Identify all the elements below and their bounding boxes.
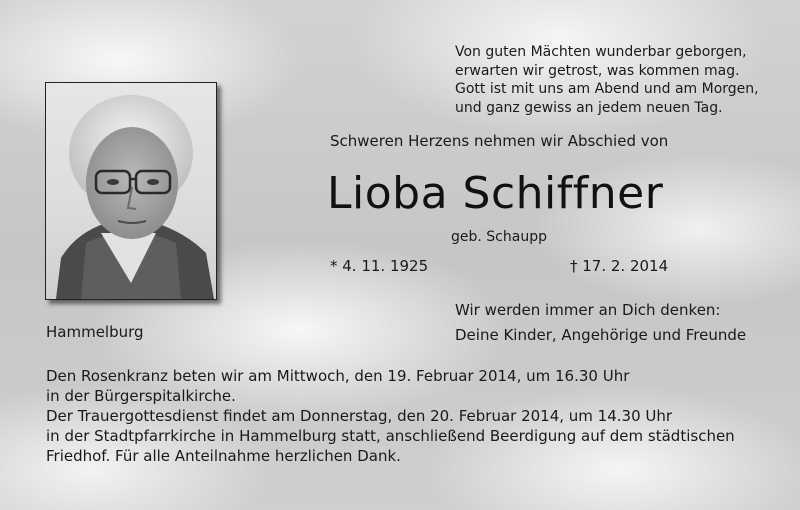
funeral-details	[46, 366, 766, 466]
death-date: † 17. 2. 2014	[570, 257, 669, 275]
poem-line: Gott ist mit uns am Abend und am Morgen,	[455, 81, 759, 97]
farewell-intro: Schweren Herzens nehmen wir Abschied von	[330, 132, 669, 150]
funeral-line: in der Stadtpfarrkirche in Hammelburg statt, anschließend Beerdigung auf dem städtischen	[46, 427, 735, 445]
deceased-name: Lioba Schiffner	[327, 168, 664, 219]
funeral-line: in der Bürgerspitalkirche.	[46, 387, 236, 405]
hometown: Hammelburg	[46, 323, 144, 341]
funeral-line: Der Trauergottesdienst findet am Donnerstag, den 20. Februar 2014, um 14.30 Uhr	[46, 407, 673, 425]
birth-date: * 4. 11. 1925	[330, 257, 429, 275]
poem	[455, 43, 785, 117]
funeral-line: Friedhof. Für alle Anteilnahme herzlichen Dank.	[46, 447, 401, 465]
poem-line: und ganz gewiss an jedem neuen Tag.	[455, 99, 723, 116]
portrait-photo	[45, 82, 217, 300]
poem-line: erwarten wir getrost, was kommen mag.	[455, 62, 740, 79]
remembrance-line: Wir werden immer an Dich denken:	[455, 301, 721, 319]
funeral-line: Den Rosenkranz beten wir am Mittwoch, den 19. Februar 2014, um 16.30 Uhr	[46, 367, 630, 385]
poem-line: Von guten Mächten wunderbar geborgen,	[455, 44, 747, 60]
mourners-line: Deine Kinder, Angehörige und Freunde	[455, 326, 747, 344]
maiden-name: geb. Schaupp	[451, 229, 547, 245]
portrait-icon	[46, 83, 216, 299]
remembrance	[455, 298, 746, 348]
